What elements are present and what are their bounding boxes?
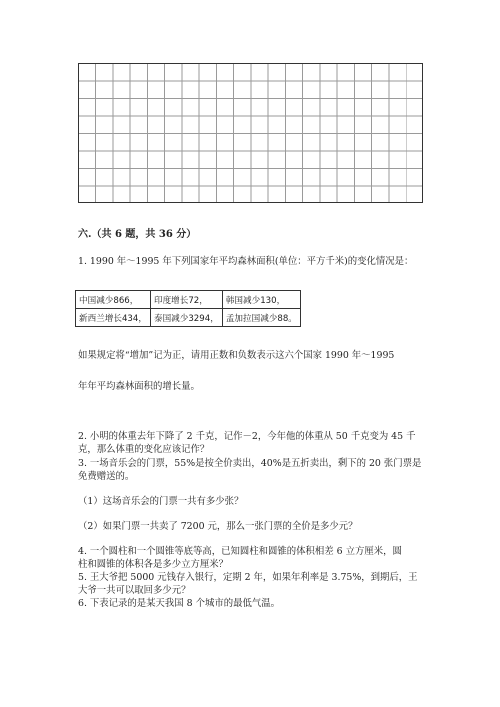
q4-line2: 柱和圆锥的体积各是多少立方厘米？: [78, 559, 229, 570]
q3-sub2: （2）如果门票一共卖了 7200 元，那么一张门票的全价是多少元？: [78, 521, 358, 532]
table-cell: 韩国减少130，: [222, 291, 300, 309]
table-cell: 孟加拉国减少88。: [222, 309, 300, 327]
q5-line2: 大爷一共可以取回多少元？: [78, 585, 191, 596]
q5-line1: 5. 王大爷把 5000 元钱存入银行，定期 2 年，如果年利率是 3.75%，到期后，王: [78, 572, 418, 583]
q2-line2: 克，那么体重的变化应该记作？: [78, 444, 210, 455]
q3-line2: 免费赠送的。: [78, 471, 135, 482]
table-cell: 印度增长72，: [150, 291, 222, 309]
q2-line1: 2. 小明的体重去年下降了 2 千克，记作－2，今年他的体重从 50 千克变为 45 千: [78, 431, 416, 442]
forest-area-table: [75, 290, 301, 327]
q3-line1: 3. 一场音乐会的门票，55%是按全价卖出，40%是五折卖出，剩下的 20 张门票是: [78, 458, 422, 469]
table-cell: 泰国减少3294，: [150, 309, 222, 327]
section-title: 六.（共 6 题，共 36 分）: [78, 229, 197, 240]
q1-stem: 1. 1990 年～1995 年下列国家年平均森林面积(单位：平方千米)的变化情况是：: [78, 256, 414, 267]
q1-instruction-line2: 年年平均森林面积的增长量。: [78, 381, 200, 392]
q1-instruction-line1: 如果规定将“增加”记为正，请用正数和负数表示这六个国家 1990 年～1995: [78, 350, 395, 361]
q4-line1: 4. 一个圆柱和一个圆锥等底等高，已知圆柱和圆锥的体积相差 6 立方厘米，圆: [78, 546, 402, 557]
table-row: [76, 291, 301, 309]
writing-grid: [78, 63, 423, 203]
table-row: [76, 309, 301, 327]
table-cell: 中国减少866，: [76, 291, 151, 309]
q6-line1: 6. 下表记录的是某天我国 8 个城市的最低气温。: [78, 598, 280, 609]
table-cell: 新西兰增长434，: [76, 309, 151, 327]
q3-sub1: （1）这场音乐会的门票一共有多少张？: [78, 496, 244, 507]
